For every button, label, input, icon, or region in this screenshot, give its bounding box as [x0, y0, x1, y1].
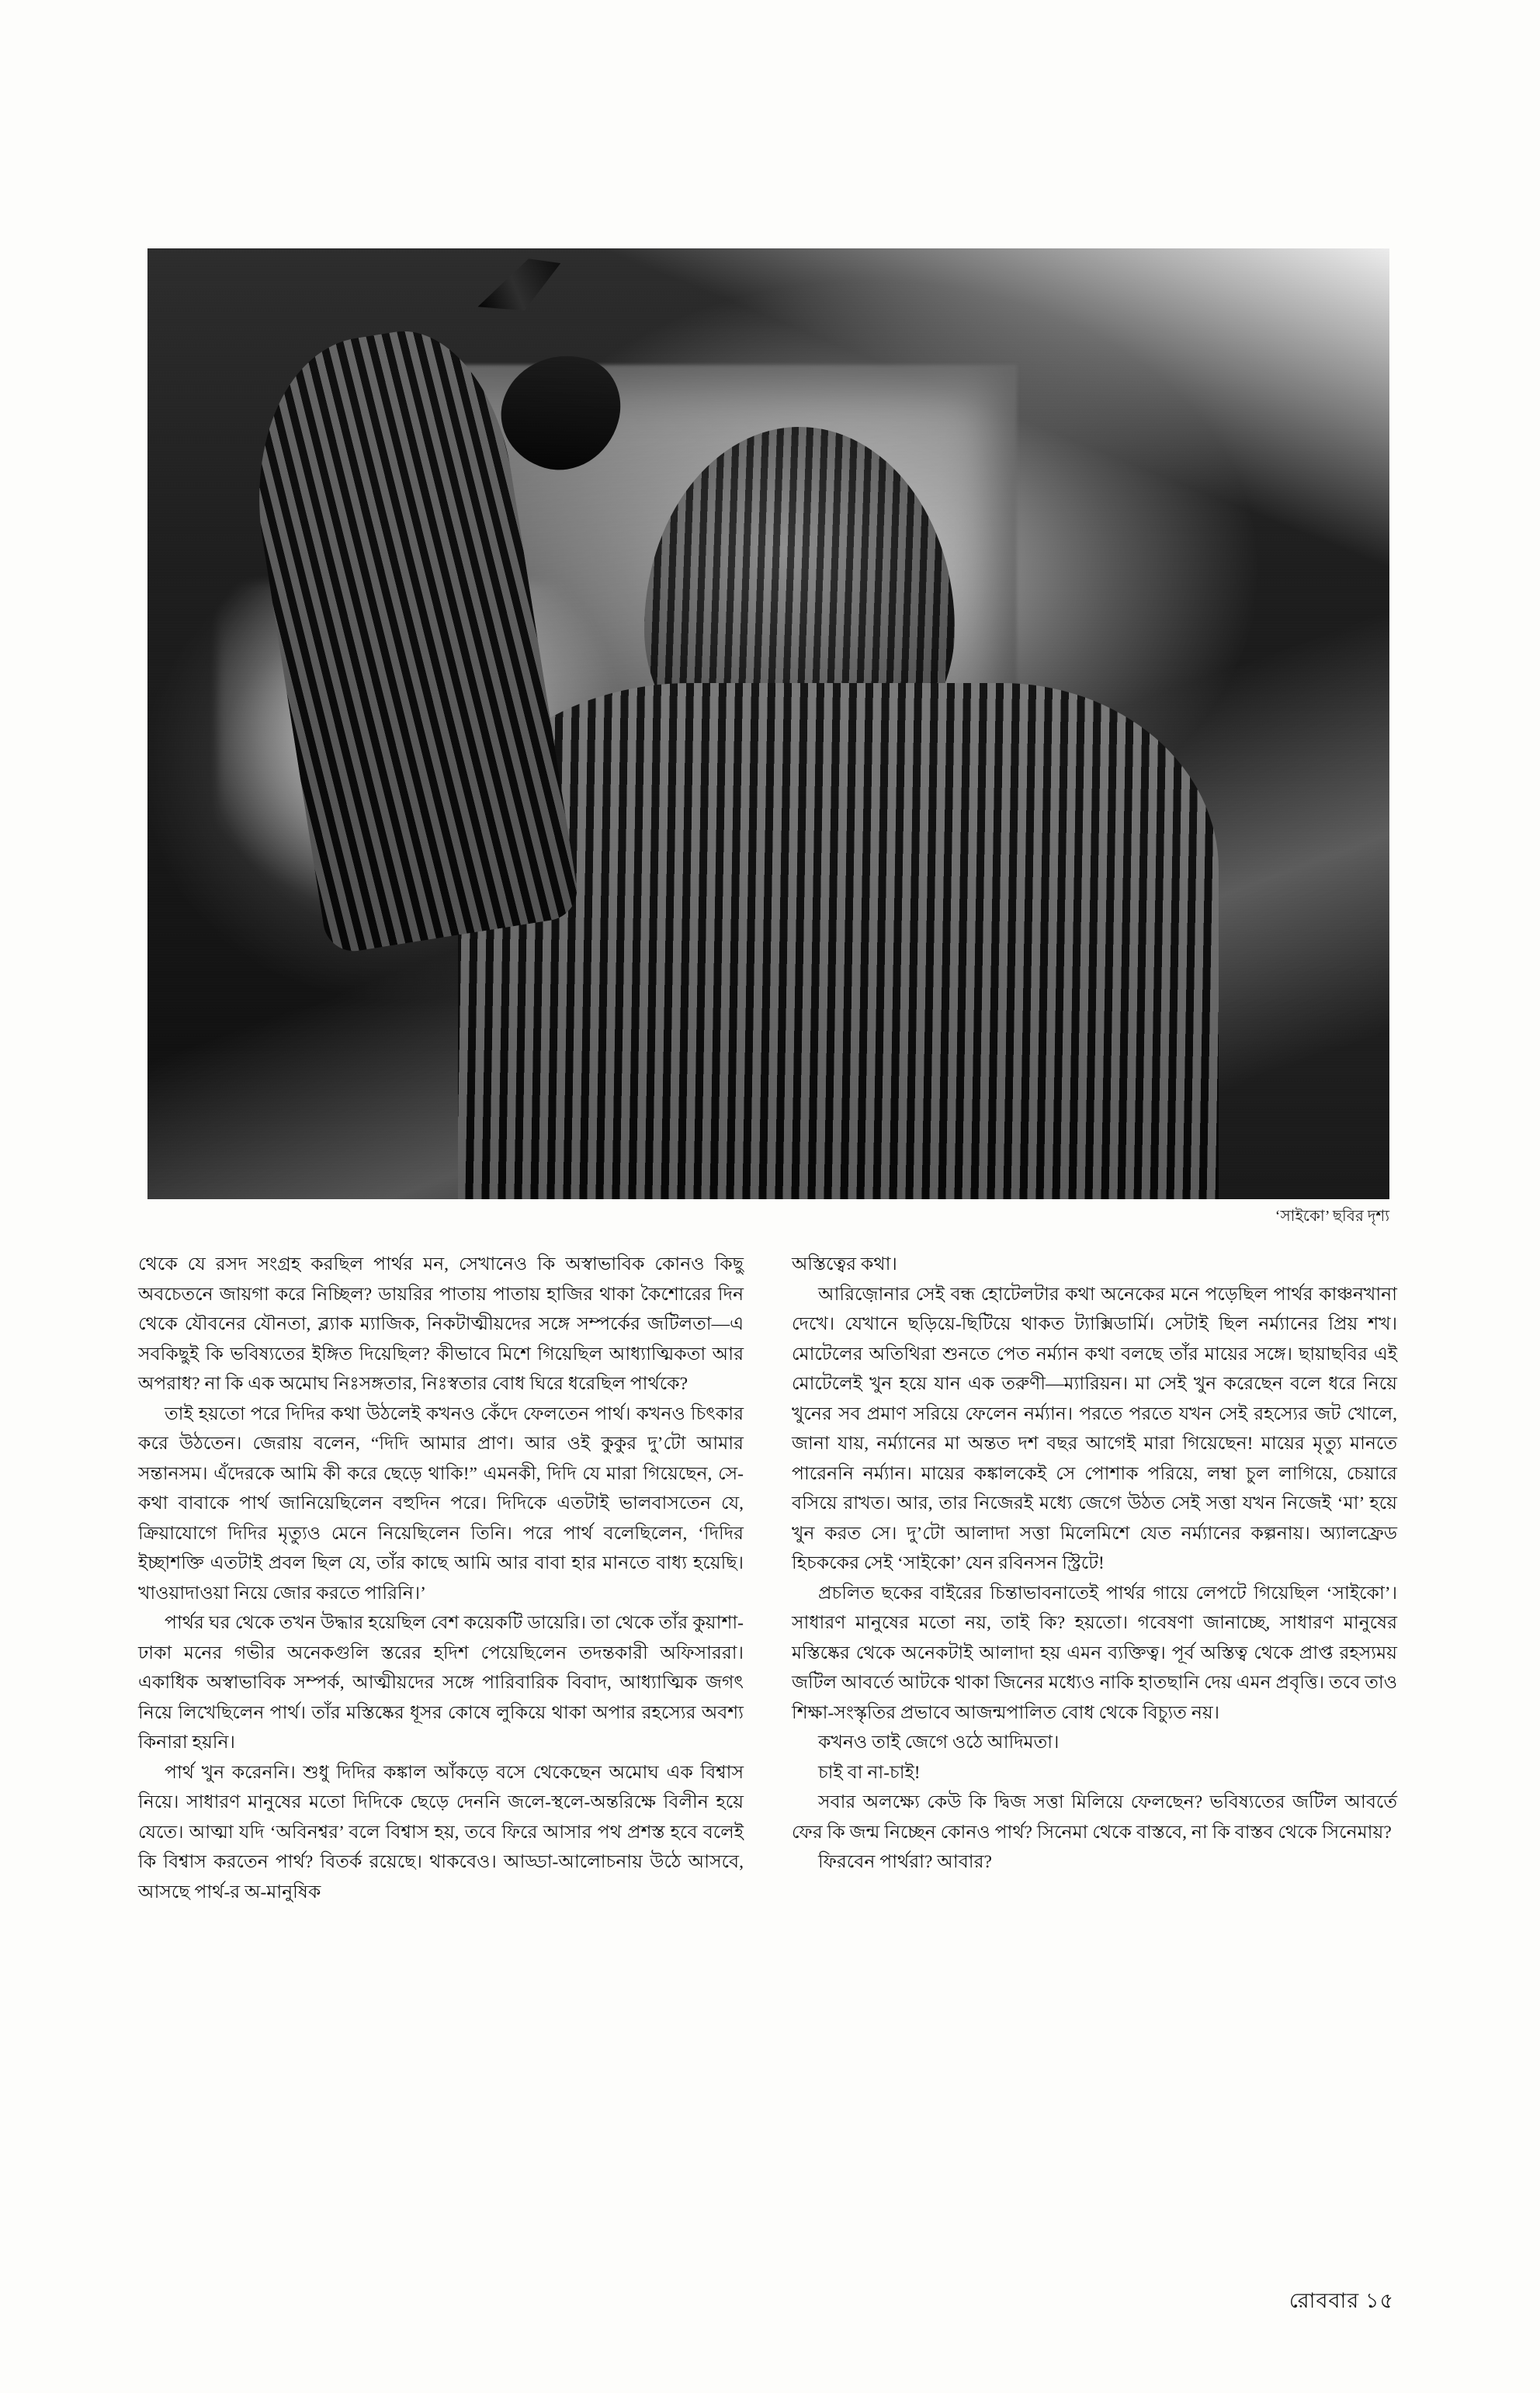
left-column [138, 1250, 744, 1907]
page-folio: রোববার ১৫ [1289, 2289, 1394, 2312]
paragraph: অস্তিত্বের কথা। [792, 1254, 897, 1275]
photo-figure-body [458, 683, 1219, 1199]
paragraph: তাই হয়তো পরে দিদির কথা উঠলেই কখনও কেঁদে ফেলতেন পার্থ। কখনও চিৎকার করে উঠতেন। জেরায় বলেন, “দিদি আমার প্রাণ। আর ওই কুকুর দু’টো আমার সন্তানসম। এঁদেরকে আমি কী করে ছেড়ে থাকি!” এমনকী, দিদি যে মারা গিয়েছেন, সে-কথা বাবাকে পার্থ জানিয়েছিলেন বহুদিন পরে। দিদিকে এতটাই ভালবাসতেন যে, ক্রিয়াযোগে দিদির মৃত্যুও মেনে নিয়েছিলেন তিনি। পরে পার্থ বলেছিলেন, ‘দিদির ইচ্ছাশক্তি এতটাই প্রবল ছিল যে, তাঁর কাছে আমি আর বাবা হার মানতে বাধ্য হয়েছি। খাওয়াদাওয়া নিয়ে জোর করতে পারিনি।’ [138, 1403, 744, 1604]
paragraph: থেকে যে রসদ সংগ্রহ করছিল পার্থর মন, সেখানেও কি অস্বাভাবিক কোনও কিছু অবচেতনে জায়গা করে নিচ্ছিল? ডায়রির পাতায় পাতায় হাজির থাকা কৈশোরের দিন থেকে যৌবনের যৌনতা, ব্ল্যাক ম্যাজিক, নিকটাত্মীয়দের সঙ্গে সম্পর্কের জটিলতা—এ সবকিছুই কি ভবিষ্যতের ইঙ্গিত দিয়েছিল? কীভাবে মিশে গিয়েছিল আধ্যাত্মিকতা আর অপরাধ? না কি এক অমোঘ নিঃসঙ্গতার, নিঃস্বতার বোধ ঘিরে ধরেছিল পার্থকে? [138, 1254, 744, 1394]
paragraph: পার্থ খুন করেননি। শুধু দিদির কঙ্কাল আঁকড়ে বসে থেকেছেন অমোঘ এক বিশ্বাস নিয়ে। সাধারণ মানুষের মতো দিদিকে ছেড়ে দেননি জলে-স্থলে-অন্তরিক্ষে বিলীন হয়ে যেতে। আত্মা যদি ‘অবিনশ্বর’ বলে বিশ্বাস হয়, তবে ফিরে আসার পথ প্রশস্ত হবে বলেই কি বিশ্বাস করতেন পার্থ? বিতর্ক রয়েছে। থাকবেও। আড্ডা-আলোচনায় উঠে আসবে, আসছে পার্থ-র অ-মানুষিক [138, 1762, 744, 1902]
paragraph: চাই বা না-চাই! [818, 1762, 921, 1783]
paragraph: সবার অলক্ষ্যে কেউ কি দ্বিজ সত্তা মিলিয়ে ফেলছেন? ভবিষ্যতের জটিল আবর্তে ফের কি জন্ম নিচ্ছেন কোনও পার্থ? সিনেমা থেকে বাস্তবে, না কি বাস্তব থেকে সিনেমায়? [792, 1792, 1397, 1843]
paragraph: প্রচলিত ছকের বাইরের চিন্তাভাবনাতেই পার্থর গায়ে লেপটে গিয়েছিল ‘সাইকো’। সাধারণ মানুষের মতো নয়, তাই কি? হয়তো। গবেষণা জানাচ্ছে, সাধারণ মানুষের মস্তিষ্কের থেকে অনেকটাই আলাদা হয় এমন ব্যক্তিত্ব। পূর্ব অস্তিত্ব থেকে প্রাপ্ত রহস্যময় জটিল আবর্তে আটকে থাকা জিনের মধ্যেও নাকি হাতছানি দেয় এমন প্রবৃত্তি। তবে তাও শিক্ষা-সংস্কৃতির প্রভাবে আজন্মপালিত বোধ থেকে বিচ্যুত নয়। [792, 1583, 1397, 1723]
paragraph: পার্থর ঘর থেকে তখন উদ্ধার হয়েছিল বেশ কয়েকটি ডায়েরি। তা থেকে তাঁর কুয়াশা-ঢাকা মনের গভীর অনেকগুলি স্তরের হদিশ পেয়েছিলেন তদন্তকারী অফিসাররা। একাধিক অস্বাভাবিক সম্পর্ক, আত্মীয়দের সঙ্গে পারিবারিক বিবাদ, আধ্যাত্মিক জগৎ নিয়ে লিখেছিলেন পার্থ। তাঁর মস্তিষ্কের ধূসর কোষে লুকিয়ে থাকা অপার রহস্যের অবশ্য কিনারা হয়নি। [138, 1613, 744, 1753]
article-body [138, 1250, 1400, 1907]
article-photo [147, 248, 1389, 1199]
photo-caption: ‘সাইকো’ ছবির দৃশ্য [1275, 1208, 1389, 1225]
paragraph: কখনও তাই জেগে ওঠে আদিমতা। [818, 1732, 1060, 1753]
photo-knife-blade [468, 248, 572, 326]
paragraph: ফিরবেন পার্থরা? আবার? [818, 1852, 992, 1872]
photo-image [147, 248, 1389, 1199]
right-column [792, 1250, 1397, 1907]
paragraph: আরিজ়োনার সেই বন্ধ হোটেলটার কথা অনেকের মনে পড়েছিল পার্থর কাঞ্চনখানা দেখে। যেখানে ছড়িয়ে-ছিটিয়ে থাকত ট্যাক্সিডার্মি। সেটাই ছিল নর্ম্যানের প্রিয় শখ। মোটেলের অতিথিরা শুনতে পেত নর্ম্যান কথা বলছে তাঁর মায়ের সঙ্গে। ছায়াছবির এই মোটেলেই খুন হয়ে যান এক তরুণী—ম্যারিয়ন। মা সেই খুন করেছেন বলে ধরে নিয়ে খুনের সব প্রমাণ সরিয়ে ফেলেন নর্ম্যান। পরতে পরতে যখন সেই রহস্যের জট খোলে, জানা যায়, নর্ম্যানের মা অন্তত দশ বছর আগেই মারা গিয়েছেন! মায়ের মৃত্যু মানতে পারেননি নর্ম্যান। মায়ের কঙ্কালকেই সে পোশাক পরিয়ে, লম্বা চুল লাগিয়ে, চেয়ারে বসিয়ে রাখত। আর, তার নিজেরই মধ্যে জেগে উঠত সেই সত্তা যখন নিজেই ‘মা’ হয়ে খুন করত সে। দু’টো আলাদা সত্তা মিলেমিশে যেত নর্ম্যানের কল্পনায়। অ্যালফ্রেড হিচককের সেই ‘সাইকো’ যেন রবিনসন স্ট্রিটে! [792, 1284, 1397, 1573]
